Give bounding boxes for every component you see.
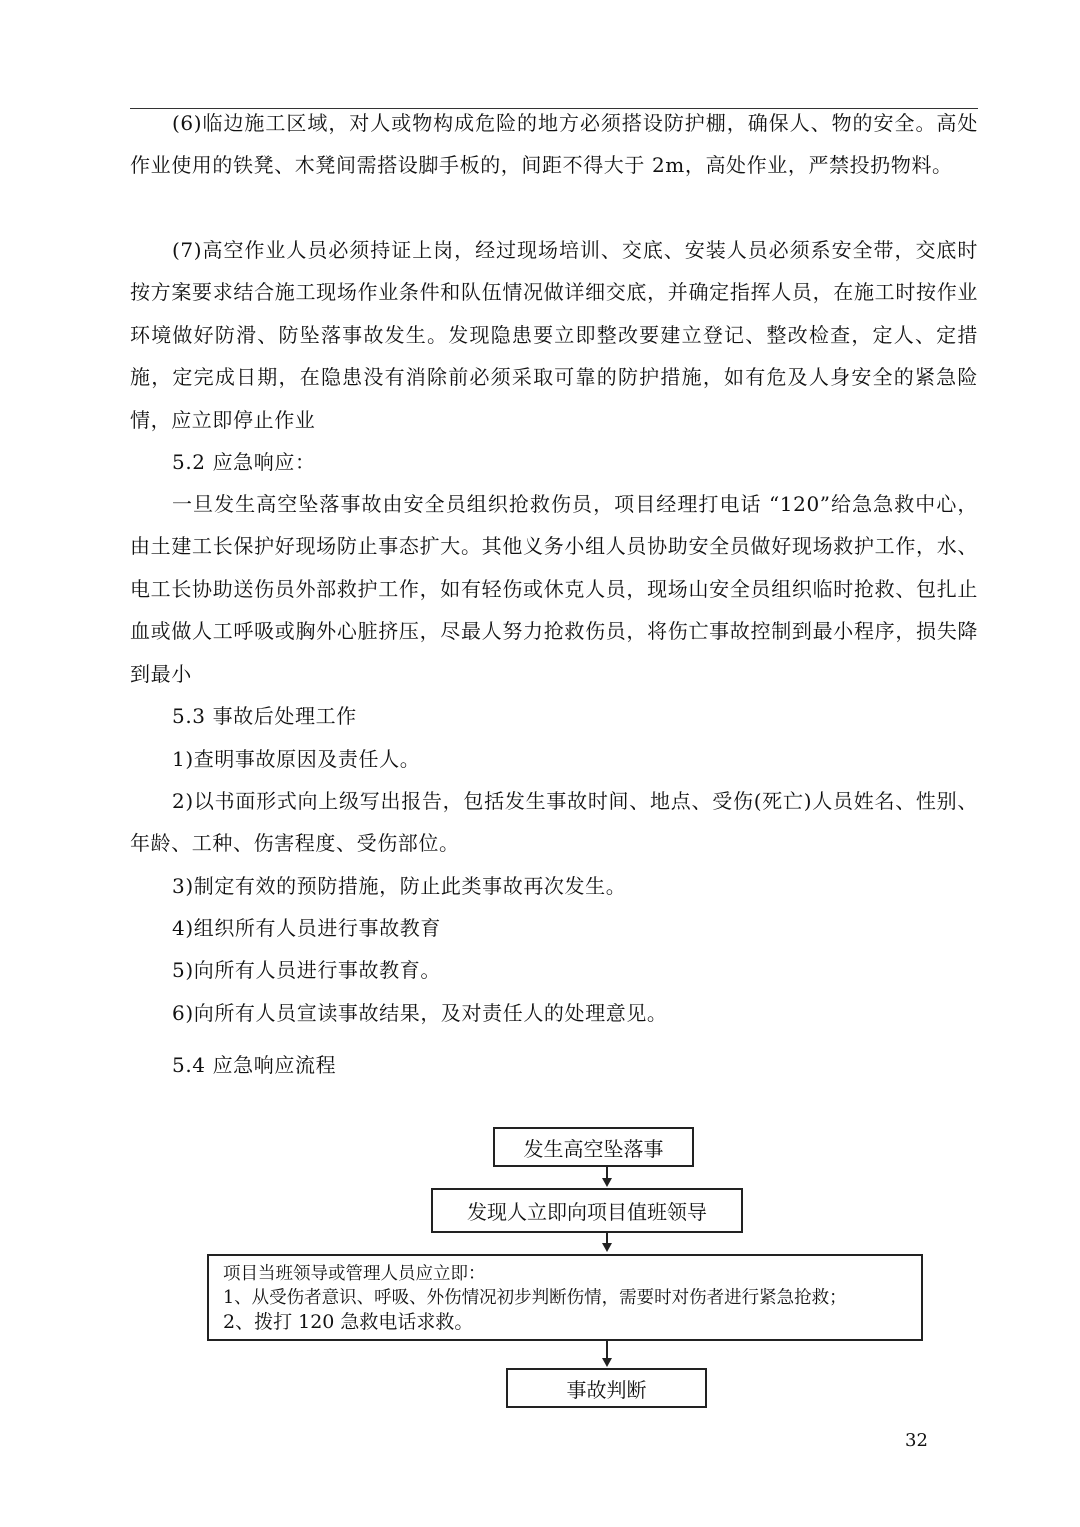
flow-step-3-line-1: 项目当班领导或管理人员应立即： — [223, 1264, 486, 1284]
heading-5-4: 5.4 应急响应流程 — [172, 1053, 337, 1077]
flow-step-immediate-actions — [207, 1254, 923, 1341]
list-item-3: 3)制定有效的预防措施，防止此类事故再次发生。 — [172, 874, 627, 898]
arrow-down-icon — [602, 1243, 612, 1252]
arrow-down-icon — [602, 1358, 612, 1367]
heading-5-2: 5.2 应急响应： — [172, 450, 316, 474]
flow-step-4-label: 事故判断 — [566, 1377, 647, 1402]
flow-step-3-line-3: 2、拨打 120 急救电话求救。 — [223, 1311, 474, 1333]
list-item-4: 4)组织所有人员进行事故教育 — [172, 916, 441, 940]
flow-step-report-leader — [431, 1188, 743, 1233]
arrow-down-icon — [602, 1178, 612, 1187]
list-item-2: 2)以书面形式向上级写出报告，包括发生事故时间、地点、受伤(死亡)人员姓名、性别、年龄、工种、伤害程度、受伤部位。 — [130, 789, 978, 856]
list-item-1: 1)查明事故原因及责任人。 — [172, 747, 421, 771]
flow-step-2-label: 发现人立即向项目值班领导 — [467, 1200, 707, 1224]
list-item-6: 6)向所有人员宣读事故结果，及对责任人的处理意见。 — [172, 1001, 668, 1025]
flow-step-accident-judgment — [506, 1368, 707, 1408]
heading-5-3: 5.3 事故后处理工作 — [172, 704, 357, 728]
flow-step-1-label: 发生高空坠落事 — [523, 1136, 664, 1161]
flow-connector-3 — [606, 1341, 608, 1359]
flow-step-accident-occurs — [493, 1127, 694, 1167]
list-item-5: 5)向所有人员进行事故教育。 — [172, 958, 441, 982]
paragraph-7: (7)高空作业人员必须持证上岗，经过现场培训、交底、安装人员必须系安全带，交底时按方案要求结合施工现场作业条件和队伍情况做详细交底，并确定指挥人员，在施工时按作业环境做好防滑、防坠落事故发生。发现隐患要立即整改要建立登记、整改检查，定人、定措施，定完成日期，在隐患没有消除前必须采取可靠的防护措施，如有危及人身安全的紧急险情，应立即停止作业 — [130, 238, 978, 432]
page-number: 32 — [905, 1430, 928, 1451]
paragraph-6: (6)临边施工区域，对人或物构成危险的地方必须搭设防护棚，确保人、物的安全。高处作业使用的铁凳、木凳间需搭设脚手板的，间距不得大于 2m，高处作业，严禁投扔物料。 — [130, 111, 978, 178]
paragraph-emergency-response: 一旦发生高空坠落事故由安全员组织抢救伤员，项目经理打电话 “120”给急急救中心，由土建工长保护好现场防止事态扩大。其他义务小组人员协助安全员做好现场救护工作，水、电工长协助送伤员外部救护工作，如有轻伤或休克人员，现场山安全员组织临时抢救、包扎止血或做人工呼吸或胸外心脏挤压，尽最人努力抢救伤员，将伤亡事故控制到最小程序，损失降到最小 — [130, 492, 978, 686]
flow-step-3-line-2: 1、从受伤者意识、呼吸、外伤情况初步判断伤情，需要时对伤者进行紧急抢救； — [223, 1288, 847, 1308]
